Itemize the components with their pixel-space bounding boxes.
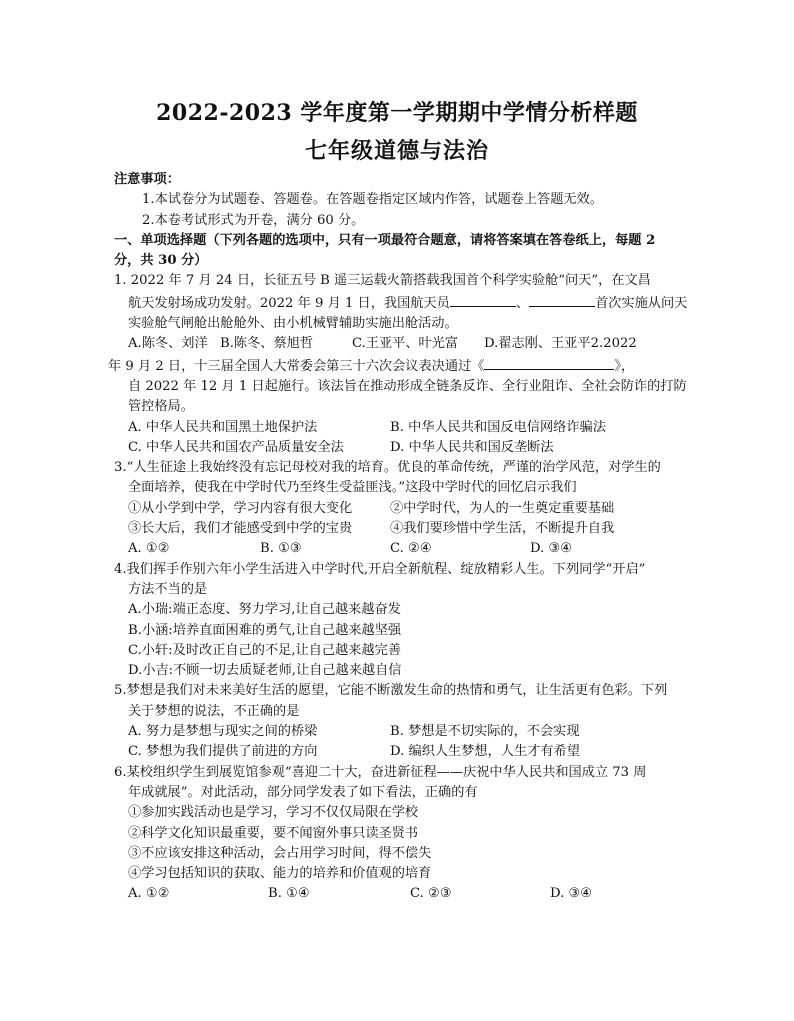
statement-4: ④我们要珍惜中学生活，不断提升自我 bbox=[390, 521, 615, 537]
answer-blank bbox=[450, 292, 516, 307]
option-d: D. 编织人生梦想，人生才有希望 bbox=[390, 744, 580, 760]
option-b: B. 梦想是不切实际的，不会实现 bbox=[390, 724, 580, 740]
question-2-options-row1 bbox=[114, 418, 694, 438]
question-2-stem: 年 9 月 2 日，十三届全国人大常委会第三十六次会议表决通过《 》， bbox=[108, 355, 694, 377]
answer-blank bbox=[484, 355, 614, 370]
option-b: B. ①③ bbox=[260, 541, 302, 557]
option-c: C. 中华人民共和国农产品质量安全法 bbox=[128, 439, 344, 455]
question-1-stem-line3: 实验舱气闸舱出舱舱外、由小机械臂辅助实施出舱活动。 bbox=[128, 316, 458, 332]
option-d: D. 中华人民共和国反垄断法 bbox=[390, 439, 554, 455]
option-c: C.小轩:及时改正自己的不足,让自己越来越完善 bbox=[128, 642, 402, 658]
question-1-options bbox=[114, 334, 694, 354]
statement-2: ②科学文化知识最重要，要不闻窗外事只读圣贤书 bbox=[128, 825, 419, 841]
option-b: B.陈冬、蔡旭哲 bbox=[220, 336, 314, 352]
exam-subtitle: 七年级道德与法治 bbox=[304, 138, 489, 164]
question-2-stem-line3: 管控格局。 bbox=[128, 399, 194, 415]
option-b: B. ①④ bbox=[268, 886, 310, 902]
option-b: B.小涵:培养直面困难的勇气,让自己越来越坚强 bbox=[128, 622, 402, 638]
option-a: A. ①② bbox=[128, 541, 170, 557]
option-a: A. 努力是梦想与现实之间的桥梁 bbox=[128, 724, 318, 740]
option-a: A. 中华人民共和国黑土地保护法 bbox=[128, 419, 318, 435]
question-3-statements-row2 bbox=[114, 519, 694, 539]
question-3-stem: 3.“人生征途上我始终没有忘记母校对我的培育。优良的革命传统，严谨的治学风范，对学生的 bbox=[114, 460, 661, 476]
answer-blank bbox=[529, 292, 595, 307]
question-6-stem: 6.某校组织学生到展览馆参观“喜迎二十大，奋进新征程——庆祝中华人民共和国成立 73 周 bbox=[114, 764, 647, 780]
option-d: D. ③④ bbox=[550, 886, 593, 902]
option-d: D.小吉:不顾一切去质疑老师,让自己越来越自信 bbox=[128, 663, 402, 679]
question-1-stem-line2: 航天发射场成功发射。2022 年 9 月 1 日，我国航天员 、 首次实施从问天 bbox=[114, 292, 694, 314]
statement-3: ③长大后，我们才能感受到中学的宝贵 bbox=[128, 521, 353, 537]
option-d: D. ③④ bbox=[530, 541, 573, 557]
exam-title: 2022-2023 学年度第一学期期中学情分析样题 bbox=[156, 100, 638, 126]
option-a: A.陈冬、刘洋 bbox=[128, 336, 208, 352]
statement-4: ④学习包括知识的获取、能力的培养和价值观的培育 bbox=[128, 866, 432, 882]
question-4-stem: 4.我们挥手作别六年小学生活进入中学时代,开启全新航程、绽放精彩人生。下列同学“开启” bbox=[114, 561, 646, 577]
statement-1: ①从小学到中学，学习内容有很大变化 bbox=[128, 500, 353, 516]
question-5-stem-line2: 关于梦想的说法，不正确的是 bbox=[128, 703, 300, 719]
section-heading: 一、单项选择题（下列各题的选项中，只有一项最符合题意，请将答案填在答卷纸上，每题 2 bbox=[114, 232, 656, 248]
question-2-options-row2 bbox=[114, 438, 694, 458]
question-5-stem: 5.梦想是我们对未来美好生活的愿望，它能不断激发生命的热情和勇气，让生活更有色彩。下列 bbox=[114, 683, 668, 699]
option-c: C. ②③ bbox=[410, 886, 452, 902]
question-4-stem-line2: 方法不当的是 bbox=[128, 581, 208, 597]
question-2-stem-line2: 自 2022 年 12 月 1 日起施行。该法旨在推动形成全链条反诈、全行业阻诈、全社会防诈的打防 bbox=[128, 378, 687, 394]
question-5-options-row1 bbox=[114, 722, 694, 742]
statement-3: ③不应该安排这种活动，会占用学习时间，得不偿失 bbox=[128, 845, 432, 861]
notes-heading: 注意事项： bbox=[114, 172, 180, 187]
note-item: 1.本试卷分为试题卷、答题卷。在答题卷指定区域内作答，试题卷上答题无效。 bbox=[142, 192, 603, 208]
option-c: C. ②④ bbox=[390, 541, 432, 557]
question-3-options bbox=[114, 539, 694, 559]
question-3-statements-row1 bbox=[114, 499, 694, 519]
statement-2: ②中学时代，为人的一生奠定重要基础 bbox=[390, 500, 615, 516]
option-c: C. 梦想为我们提供了前进的方向 bbox=[128, 744, 318, 760]
option-d: D.翟志刚、王亚平2.2022 bbox=[484, 336, 637, 352]
section-heading-cont: 分，共 30 分） bbox=[114, 253, 208, 269]
option-b: B. 中华人民共和国反电信网络诈骗法 bbox=[390, 419, 606, 435]
question-6-options bbox=[114, 884, 694, 904]
statement-1: ①参加实践活动也是学习，学习不仅仅局限在学校 bbox=[128, 805, 419, 821]
option-a: A.小瑞:端正态度、努力学习,让自己越来越奋发 bbox=[128, 602, 401, 618]
option-a: A. ①② bbox=[128, 886, 170, 902]
option-c: C.王亚平、叶光富 bbox=[352, 336, 459, 352]
note-item: 2.本卷考试形式为开卷，满分 60 分。 bbox=[142, 212, 365, 228]
question-5-options-row2 bbox=[114, 742, 694, 762]
question-3-stem-line2: 全面培养，使我在中学时代乃至终生受益匪浅。”这段中学时代的回忆启示我们 bbox=[128, 480, 577, 496]
question-1-stem: 1. 2022 年 7 月 24 日，长征五号 B 遥三运载火箭搭载我国首个科学实验舱“问天”，在文昌 bbox=[114, 273, 651, 289]
exam-body bbox=[108, 170, 694, 905]
question-6-stem-line2: 年成就展”。对此活动，部分同学发表了如下看法，正确的有 bbox=[128, 784, 478, 800]
